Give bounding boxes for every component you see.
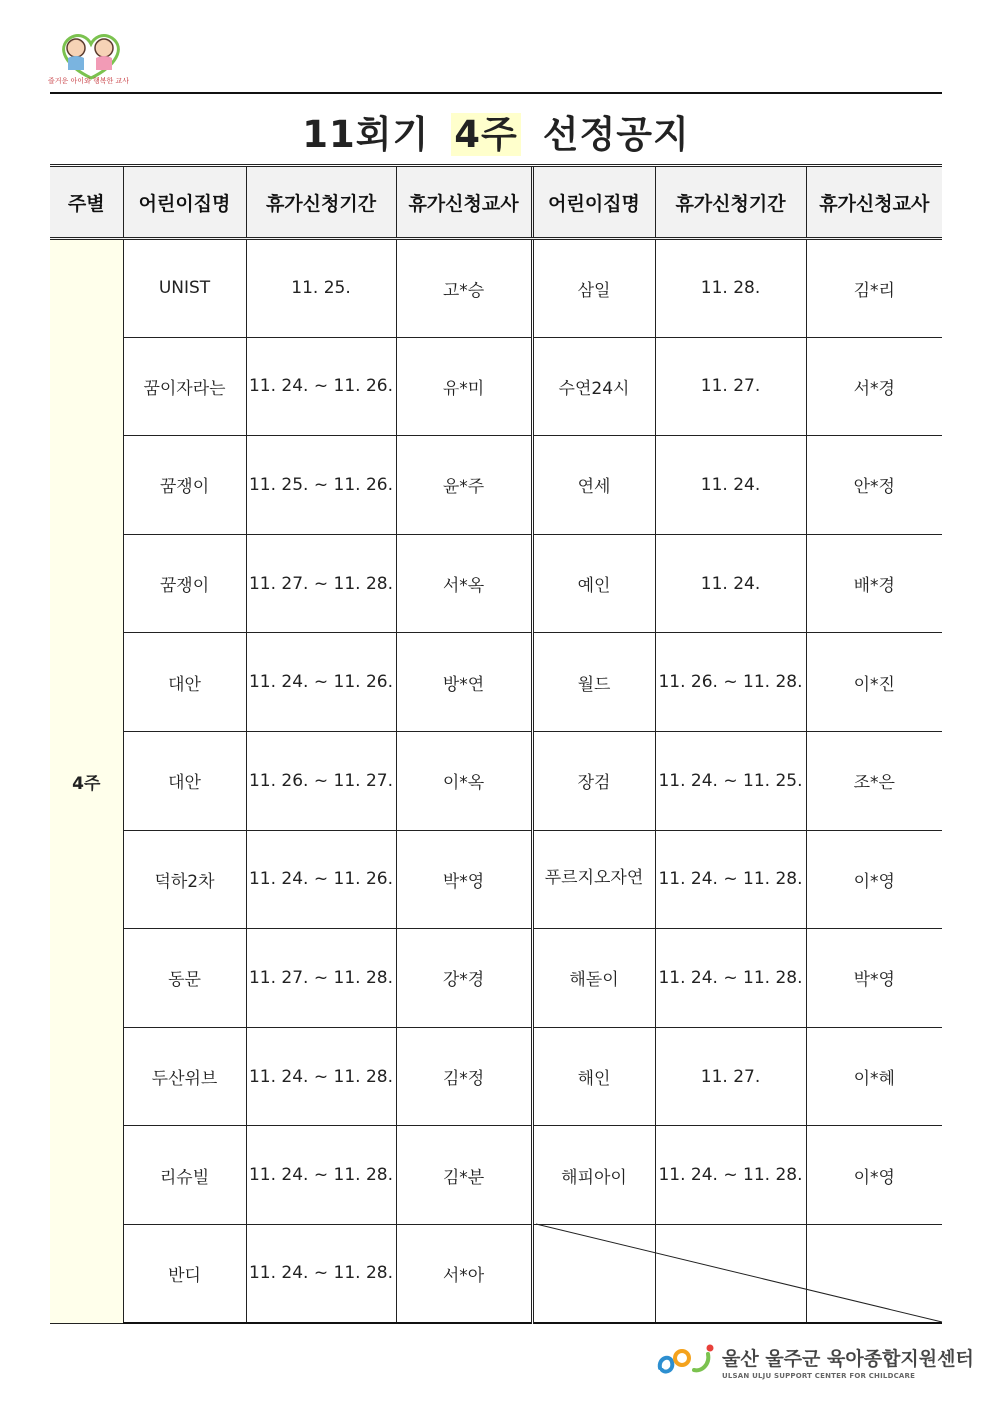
center-name-cell: 월드 <box>532 633 655 732</box>
column-header-center: 어린이집명 <box>123 166 246 239</box>
title-suffix: 선정공지 <box>542 113 690 156</box>
center-name-cell: 꿈쟁이 <box>123 436 246 535</box>
center-name-cell: 연세 <box>532 436 655 535</box>
period-cell: 11. 24. ~ 11. 25. <box>655 731 806 830</box>
childcare-center-logo-icon <box>656 1340 718 1376</box>
selection-table <box>50 164 942 1324</box>
page-title <box>50 104 942 158</box>
table-header-row <box>50 166 942 239</box>
table-row <box>50 239 942 338</box>
teacher-cell: 박*영 <box>396 830 532 929</box>
center-name-cell: 대안 <box>123 731 246 830</box>
table-row <box>50 633 942 732</box>
center-name-cell: 수연24시 <box>532 337 655 436</box>
table-row <box>50 1027 942 1126</box>
teacher-cell: 서*아 <box>396 1224 532 1323</box>
center-name-cell: UNIST <box>123 239 246 338</box>
teacher-cell: 방*연 <box>396 633 532 732</box>
period-cell: 11. 27. <box>655 1027 806 1126</box>
period-cell: 11. 26. ~ 11. 28. <box>655 633 806 732</box>
center-name-cell: 해인 <box>532 1027 655 1126</box>
teacher-cell: 안*정 <box>806 436 942 535</box>
center-name-cell: 반디 <box>123 1224 246 1323</box>
title-prefix: 11회기 <box>302 113 430 156</box>
column-header-teacher-2: 휴가신청교사 <box>806 166 942 239</box>
period-cell: 11. 28. <box>655 239 806 338</box>
teacher-cell: 김*리 <box>806 239 942 338</box>
period-cell: 11. 25. ~ 11. 26. <box>246 436 396 535</box>
table-row <box>50 436 942 535</box>
period-cell: 11. 24. ~ 11. 28. <box>655 830 806 929</box>
footer-org-name-ko: 울산 울주군 육아종합지원센터 <box>722 1348 974 1370</box>
title-highlight-week: 4주 <box>451 113 521 156</box>
teacher-cell: 강*경 <box>396 929 532 1028</box>
center-name-cell: 꿈이자라는 <box>123 337 246 436</box>
center-name-cell: 해피아이 <box>532 1126 655 1225</box>
period-cell: 11. 24. ~ 11. 26. <box>246 337 396 436</box>
teacher-cell: 배*경 <box>806 534 942 633</box>
footer-org-name-en: ULSAN ULJU SUPPORT CENTER FOR CHILDCARE <box>722 1372 916 1380</box>
period-cell: 11. 24. ~ 11. 28. <box>655 1126 806 1225</box>
center-name-cell: 푸르지오자연 <box>532 830 655 929</box>
period-cell: 11. 27. ~ 11. 28. <box>246 929 396 1028</box>
center-name-cell: 리슈빌 <box>123 1126 246 1225</box>
period-cell: 11. 24. <box>655 436 806 535</box>
period-cell: 11. 24. ~ 11. 28. <box>246 1027 396 1126</box>
empty-cells-diagonal-line <box>536 1224 942 1322</box>
period-cell: 11. 25. <box>246 239 396 338</box>
title-top-rule <box>50 92 942 94</box>
teacher-cell: 조*은 <box>806 731 942 830</box>
center-name-cell: 예인 <box>532 534 655 633</box>
period-cell: 11. 24. ~ 11. 26. <box>246 633 396 732</box>
teacher-cell: 고*승 <box>396 239 532 338</box>
period-cell: 11. 24. ~ 11. 28. <box>246 1126 396 1225</box>
teacher-cell: 김*정 <box>396 1027 532 1126</box>
table-row <box>50 1126 942 1225</box>
week-cell: 4주 <box>50 239 123 1324</box>
table-row <box>50 731 942 830</box>
footer-organization <box>722 1344 974 1380</box>
column-header-period-2: 휴가신청기간 <box>655 166 806 239</box>
table-row <box>50 929 942 1028</box>
teacher-cell: 서*옥 <box>396 534 532 633</box>
column-header-center-2: 어린이집명 <box>532 166 655 239</box>
column-header-period: 휴가신청기간 <box>246 166 396 239</box>
teacher-cell: 이*영 <box>806 1126 942 1225</box>
period-cell: 11. 24. ~ 11. 26. <box>246 830 396 929</box>
teacher-cell: 박*영 <box>806 929 942 1028</box>
center-name-cell: 대안 <box>123 633 246 732</box>
center-name-cell: 삼일 <box>532 239 655 338</box>
center-name-cell: 동문 <box>123 929 246 1028</box>
teacher-cell: 김*분 <box>396 1126 532 1225</box>
teacher-cell: 유*미 <box>396 337 532 436</box>
table-row <box>50 534 942 633</box>
logo-tagline: 즐거운 아이와 행복한 교사 <box>48 77 130 85</box>
period-cell: 11. 24. ~ 11. 28. <box>246 1224 396 1323</box>
table-row <box>50 830 942 929</box>
teacher-cell: 이*영 <box>806 830 942 929</box>
column-header-week: 주별 <box>50 166 123 239</box>
teacher-cell: 윤*주 <box>396 436 532 535</box>
column-header-teacher: 휴가신청교사 <box>396 166 532 239</box>
period-cell: 11. 27. <box>655 337 806 436</box>
center-name-cell: 덕하2차 <box>123 830 246 929</box>
period-cell: 11. 27. ~ 11. 28. <box>246 534 396 633</box>
center-name-cell: 장검 <box>532 731 655 830</box>
teacher-cell: 이*진 <box>806 633 942 732</box>
teacher-cell: 서*경 <box>806 337 942 436</box>
period-cell: 11. 26. ~ 11. 27. <box>246 731 396 830</box>
center-name-cell: 해돋이 <box>532 929 655 1028</box>
period-cell: 11. 24. <box>655 534 806 633</box>
table-row <box>50 337 942 436</box>
center-name-cell: 꿈쟁이 <box>123 534 246 633</box>
teacher-cell: 이*옥 <box>396 731 532 830</box>
teacher-cell: 이*혜 <box>806 1027 942 1126</box>
period-cell: 11. 24. ~ 11. 28. <box>655 929 806 1028</box>
center-name-cell: 두산위브 <box>123 1027 246 1126</box>
